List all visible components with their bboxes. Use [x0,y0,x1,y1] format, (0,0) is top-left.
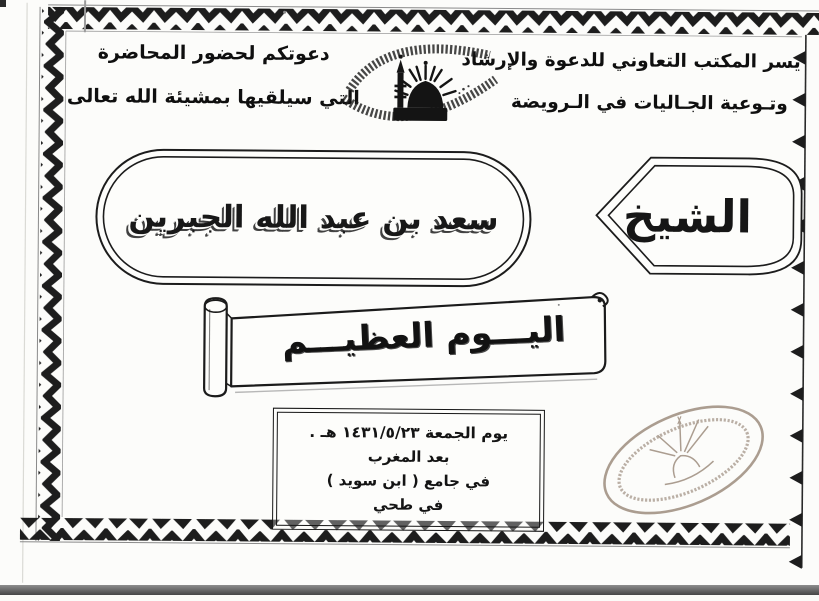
scan-corner-artifact [0,0,6,7]
scan-speck [558,304,560,306]
organizer-line-2: وتـوعية الجـاليات في الـرويضة [498,81,800,125]
organizer-header [498,39,801,125]
right-border-line [802,35,806,568]
invitation-line-2: التي سيلقيها بمشيئة الله تعالى [63,74,363,120]
mosque-silhouette [393,55,448,121]
paper-edge-line [23,3,28,583]
sheikh-label: الشيخ [592,148,809,284]
event-place: في جامع ( ابن سويد ) [281,468,535,494]
sheikh-badge [592,148,809,284]
lecture-title-banner [195,285,631,408]
organizer-line-1: يسر المكتب التعاوني للدعوة والإرشاد [499,39,801,83]
speaker-name: سعد بن عبد الله الجبرين [111,156,516,279]
event-date: يوم الجمعة ١٤٣١/٥/٢٣ هـ . [282,420,536,446]
scan-edge-shadow [0,585,819,595]
official-stamp-icon [592,392,775,527]
invitation-line-1: دعوتكم لحضور المحاضرة [64,30,364,76]
right-border-triangles [789,51,806,569]
lecture-title: اليـــوم العظيـــم [236,299,610,373]
left-zigzag-ribbon [38,7,64,541]
event-details-box [272,408,545,532]
event-details-inner-frame [276,412,541,528]
scan-speck [283,11,286,14]
mosque-eye-emblem-icon [335,28,504,143]
scan-fold-artifact [84,0,86,32]
speaker-name-oval [93,146,534,289]
invitation-header [63,30,364,120]
event-time: بعد المغرب [281,444,535,470]
event-area: في طحي [281,492,535,518]
